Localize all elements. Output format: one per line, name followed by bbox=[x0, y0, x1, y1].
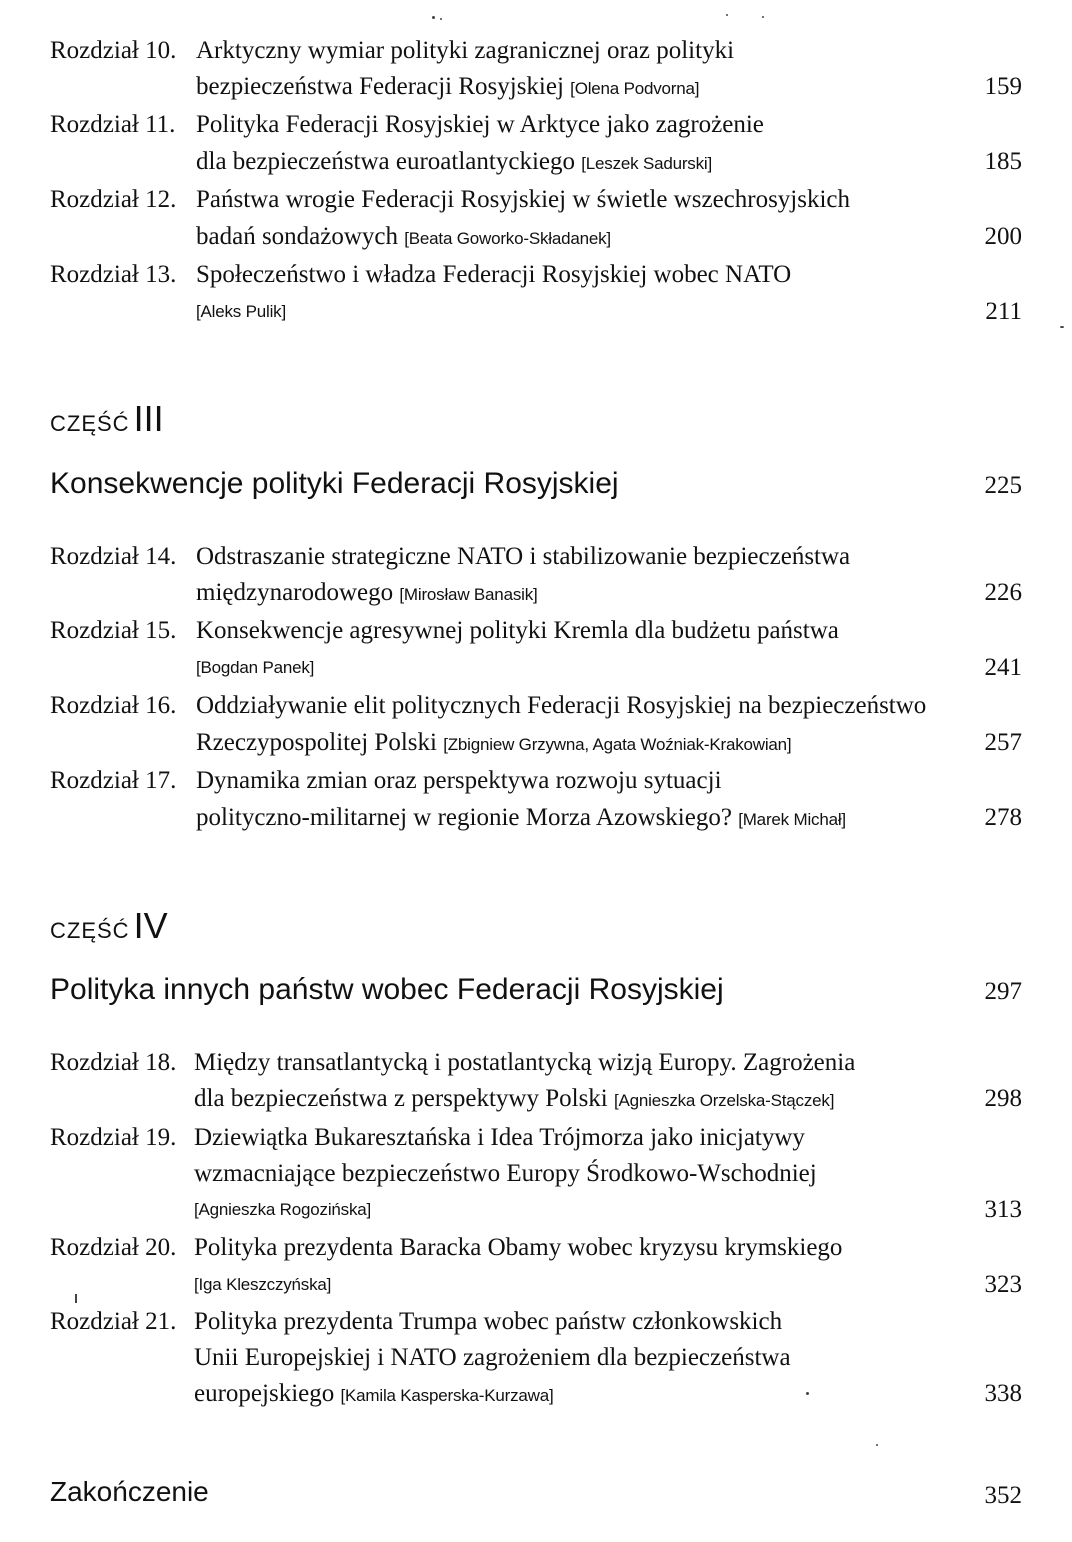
scan-speck bbox=[432, 16, 435, 19]
chapter-title-line: Unii Europejskiej i NATO zagrożeniem dla bezpieczeństwa bbox=[194, 1344, 791, 1371]
chapter-title-line bbox=[194, 1084, 834, 1116]
page-number: 298 bbox=[984, 1085, 1022, 1112]
chapter-label: Rozdział 14. bbox=[50, 543, 177, 570]
chapter-label: Rozdział 11. bbox=[50, 111, 176, 138]
chapter-label: Rozdział 21. bbox=[50, 1308, 177, 1335]
chapter-title-text: dla bezpieczeństwa z perspektywy Polski bbox=[194, 1085, 608, 1112]
scan-speck bbox=[440, 18, 442, 20]
page-number: 313 bbox=[984, 1196, 1022, 1223]
chapter-title-line: Konsekwencje agresywnej polityki Kremla dla budżetu państwa bbox=[196, 617, 839, 644]
part-number: IV bbox=[133, 905, 168, 946]
chapter-label: Rozdział 12. bbox=[50, 186, 177, 213]
scan-speck bbox=[726, 14, 728, 16]
ending-title: Zakończenie bbox=[50, 1476, 209, 1507]
page-number: 211 bbox=[985, 298, 1022, 325]
part-title: Konsekwencje polityki Federacji Rosyjskiej bbox=[50, 467, 619, 500]
chapter-title-line: Społeczeństwo i władza Federacji Rosyjskiej wobec NATO bbox=[196, 261, 792, 288]
page-number: 297 bbox=[984, 978, 1022, 1005]
scan-speck bbox=[806, 1392, 809, 1395]
chapter-author: [Agnieszka Rogozińska] bbox=[194, 1200, 372, 1219]
chapter-title-line bbox=[196, 578, 538, 610]
chapter-author: [Kamila Kasperska-Kurzawa] bbox=[340, 1386, 554, 1405]
chapter-title-line: wzmacniające bezpieczeństwo Europy Środkowo-Wschodniej bbox=[194, 1160, 817, 1187]
page-number: 278 bbox=[984, 804, 1022, 831]
chapter-title-text: międzynarodowego bbox=[196, 579, 394, 606]
chapter-title-line bbox=[196, 72, 699, 104]
chapter-label: Rozdział 17. bbox=[50, 767, 177, 794]
chapter-title-line: Arktyczny wymiar polityki zagranicznej oraz polityki bbox=[196, 37, 735, 64]
chapter-author: [Marek Michał] bbox=[738, 810, 846, 829]
chapter-title-line: Państwa wrogie Federacji Rosyjskiej w świetle wszechrosyjskich bbox=[196, 186, 851, 213]
page-number: 241 bbox=[984, 654, 1022, 681]
chapter-title-text: europejskiego bbox=[194, 1380, 335, 1407]
scan-speck bbox=[75, 1294, 77, 1303]
chapter-author: [Agnieszka Orzelska-Stączek] bbox=[614, 1091, 835, 1110]
chapter-title-line bbox=[196, 728, 791, 760]
chapter-label: Rozdział 10. bbox=[50, 37, 177, 64]
chapter-author: [Olena Podvorna] bbox=[570, 79, 700, 98]
chapter-label: Rozdział 15. bbox=[50, 617, 177, 644]
chapter-label: Rozdział 18. bbox=[50, 1049, 177, 1076]
part-heading bbox=[50, 905, 168, 947]
chapter-author: [Mirosław Banasik] bbox=[399, 585, 538, 604]
chapter-title-line: Polityka prezydenta Trumpa wobec państw członkowskich bbox=[194, 1308, 783, 1335]
page-number: 338 bbox=[984, 1380, 1022, 1407]
part-word: CZĘŚĆ bbox=[50, 411, 130, 436]
page-number: 323 bbox=[984, 1271, 1022, 1298]
chapter-title-text: Rzeczypospolitej Polski bbox=[196, 729, 437, 756]
scan-speck bbox=[1060, 326, 1064, 328]
chapter-title-text: dla bezpieczeństwa euroatlantyckiego bbox=[196, 148, 575, 175]
chapter-author: [Bogdan Panek] bbox=[196, 658, 315, 677]
chapter-title-line: Polityka Federacji Rosyjskiej w Arktyce jako zagrożenie bbox=[196, 111, 764, 138]
chapter-title-line bbox=[196, 222, 611, 254]
part-title: Polityka innych państw wobec Federacji Rosyjskiej bbox=[50, 973, 724, 1006]
chapter-title-text: bezpieczeństwa Federacji Rosyjskiej bbox=[196, 73, 564, 100]
chapter-author: [Leszek Sadurski] bbox=[581, 154, 713, 173]
chapter-author: [Beata Goworko-Składanek] bbox=[404, 229, 611, 248]
chapter-label: Rozdział 16. bbox=[50, 692, 177, 719]
chapter-label: Rozdział 13. bbox=[50, 261, 177, 288]
page-number: 159 bbox=[984, 73, 1022, 100]
chapter-label: Rozdział 19. bbox=[50, 1124, 177, 1151]
chapter-label: Rozdział 20. bbox=[50, 1234, 177, 1261]
page-number: 225 bbox=[984, 472, 1022, 499]
scan-speck bbox=[876, 1444, 878, 1446]
chapter-author: [Aleks Pulik] bbox=[196, 302, 286, 321]
part-word: CZĘŚĆ bbox=[50, 918, 130, 943]
part-heading bbox=[50, 398, 164, 440]
chapter-title-line bbox=[196, 803, 846, 835]
chapter-title-text: badań sondażowych bbox=[196, 223, 399, 250]
chapter-author: [Iga Kleszczyńska] bbox=[194, 1275, 332, 1294]
chapter-author: [Zbigniew Grzywna, Agata Woźniak-Krakowian] bbox=[443, 735, 792, 754]
chapter-title-text: polityczno-militarnej w regionie Morza Azowskiego? bbox=[196, 804, 732, 831]
page-number: 257 bbox=[984, 729, 1022, 756]
chapter-title-line bbox=[194, 1379, 554, 1411]
chapter-title-line: Między transatlantycką i postatlantycką wizją Europy. Zagrożenia bbox=[194, 1049, 856, 1076]
chapter-title-line: Odstraszanie strategiczne NATO i stabilizowanie bezpieczeństwa bbox=[196, 543, 851, 570]
page-number: 226 bbox=[984, 579, 1022, 606]
scan-speck bbox=[762, 16, 764, 18]
chapter-title-line: Dynamika zmian oraz perspektywa rozwoju sytuacji bbox=[196, 767, 722, 794]
page-number: 200 bbox=[984, 223, 1022, 250]
page-number: 352 bbox=[984, 1482, 1022, 1509]
part-number: III bbox=[133, 398, 164, 439]
page-number: 185 bbox=[984, 148, 1022, 175]
chapter-title-line bbox=[196, 147, 712, 179]
chapter-title-line: Dziewiątka Bukaresztańska i Idea Trójmorza jako inicjatywy bbox=[194, 1124, 805, 1151]
chapter-title-line: Oddziaływanie elit politycznych Federacji Rosyjskiej na bezpieczeństwo bbox=[196, 692, 927, 719]
chapter-title-line: Polityka prezydenta Baracka Obamy wobec kryzysu krymskiego bbox=[194, 1234, 843, 1261]
